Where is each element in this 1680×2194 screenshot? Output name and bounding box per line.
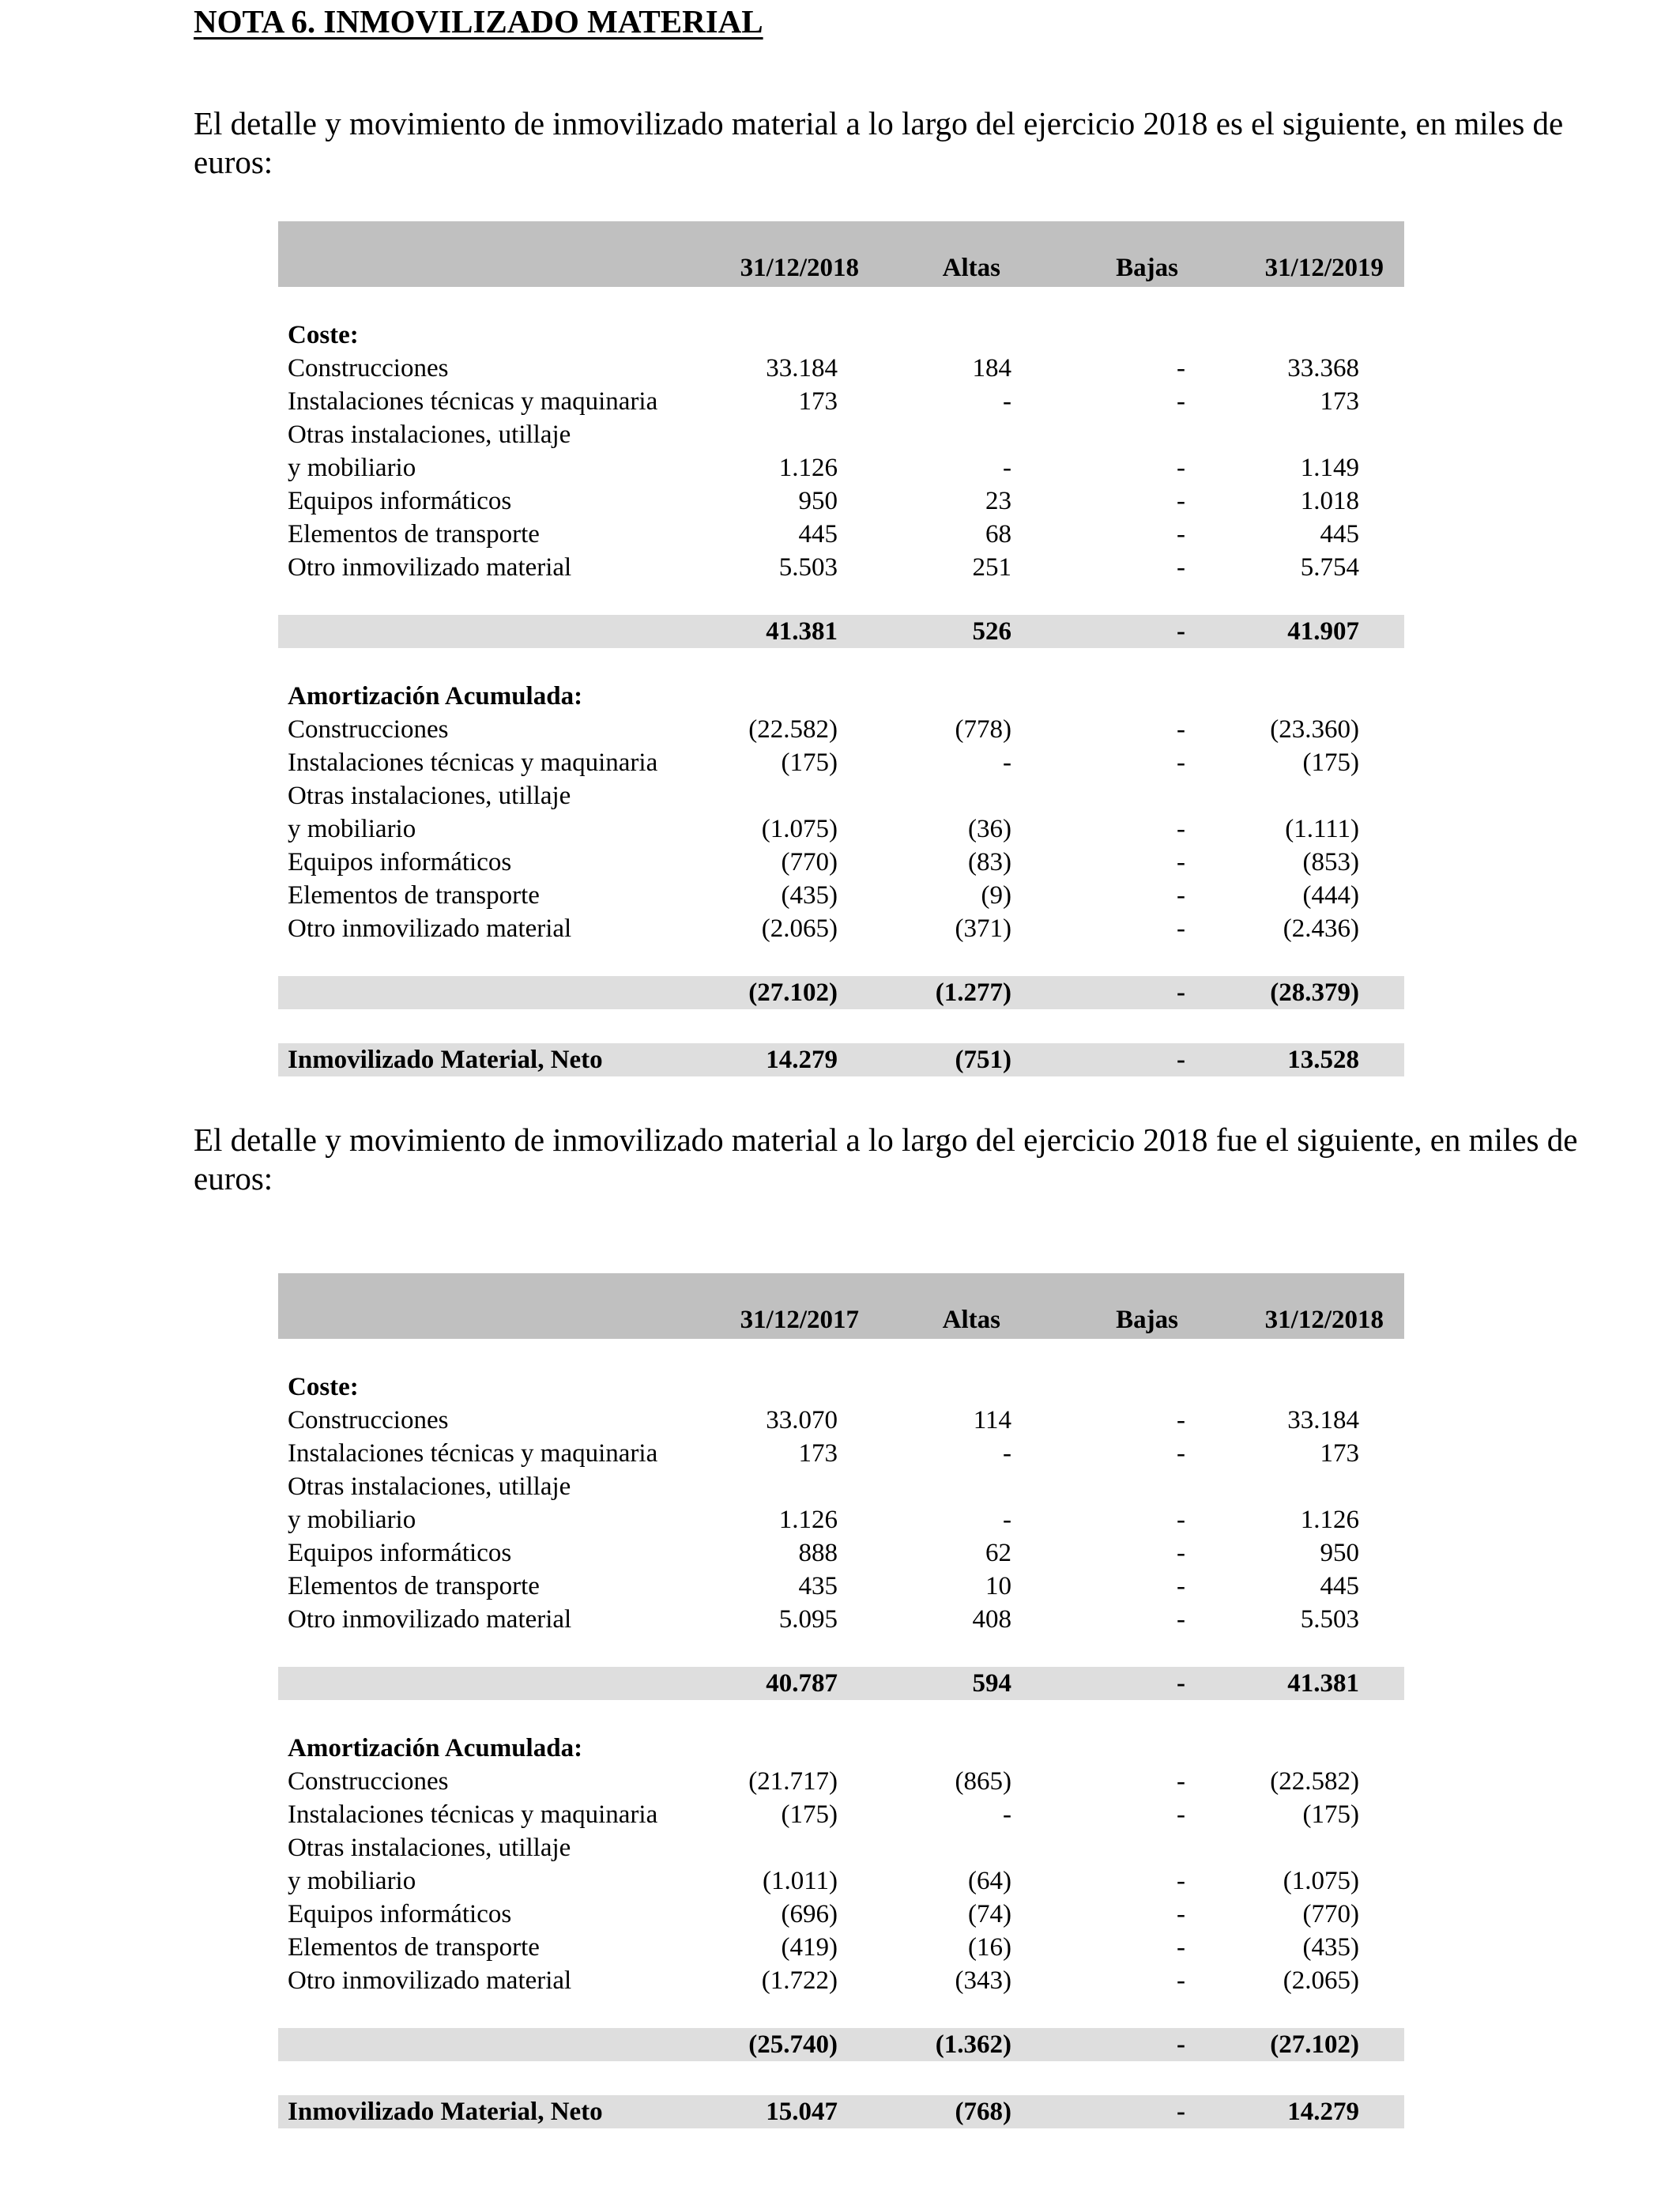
row-value: (83) <box>968 848 1011 876</box>
row-value: (64) <box>968 1867 1011 1895</box>
row-value: 33.184 <box>766 354 838 383</box>
total-value: (1.362) <box>935 2030 1011 2059</box>
row-value: 408 <box>972 1605 1011 1634</box>
row-label: Equipos informáticos <box>288 848 512 876</box>
total-value: (27.102) <box>748 978 838 1007</box>
table-header <box>278 1273 1404 1339</box>
row-value: (865) <box>955 1767 1011 1796</box>
row-value: 888 <box>798 1539 838 1567</box>
row-label: Elementos de transporte <box>288 1933 540 1962</box>
net-total-label: Inmovilizado Material, Neto <box>288 2098 603 2126</box>
row-value: 445 <box>1320 1572 1359 1600</box>
row-value: - <box>1177 848 1185 876</box>
row-value: 173 <box>798 387 838 416</box>
row-label: Construcciones <box>288 1406 449 1434</box>
row-value: - <box>1177 487 1185 515</box>
total-value: (27.102) <box>1270 2030 1359 2059</box>
net-total-row <box>278 2095 1404 2128</box>
row-label: Equipos informáticos <box>288 487 512 515</box>
row-label: Otras instalaciones, utillaje <box>288 782 571 810</box>
row-value: 173 <box>798 1439 838 1468</box>
row-label: Instalaciones técnicas y maquinaria <box>288 1800 658 1829</box>
row-value: 68 <box>985 520 1011 548</box>
intro-paragraph-2019: El detalle y movimiento de inmovilizado material a lo largo del ejercicio 2018 es el siguiente, en miles de euros: <box>194 105 1564 180</box>
header-col-bajas: Bajas <box>1116 254 1178 282</box>
cost-row <box>278 1570 1404 1603</box>
cost-row <box>278 1404 1404 1437</box>
row-value: 184 <box>972 354 1011 383</box>
row-value: - <box>1177 1539 1185 1567</box>
amortization-row <box>278 1765 1404 1798</box>
total-value: - <box>1177 617 1185 646</box>
cost-row <box>278 1503 1404 1536</box>
total-value: (768) <box>955 2098 1011 2126</box>
amortization-row <box>278 713 1404 746</box>
row-value: - <box>1177 815 1185 843</box>
row-value: 1.126 <box>778 1506 838 1534</box>
row-value: 173 <box>1320 387 1359 416</box>
row-value: (1.075) <box>761 815 838 843</box>
cost-subtotal-row <box>278 615 1404 648</box>
row-value: - <box>1177 1767 1185 1796</box>
row-value: - <box>1003 1506 1011 1534</box>
section-label-coste <box>278 319 1404 352</box>
row-value: 950 <box>1320 1539 1359 1567</box>
row-value: (770) <box>781 848 838 876</box>
row-label: Instalaciones técnicas y maquinaria <box>288 748 658 777</box>
amortization-row <box>278 879 1404 912</box>
amortization-row <box>278 846 1404 879</box>
row-label: y mobiliario <box>288 815 416 843</box>
row-value: 33.368 <box>1287 354 1359 383</box>
amortization-row <box>278 1898 1404 1931</box>
row-value: 1.126 <box>1300 1506 1359 1534</box>
row-value: (9) <box>981 881 1011 910</box>
row-label: y mobiliario <box>288 1506 416 1534</box>
net-total-row <box>278 1043 1404 1076</box>
row-value: 435 <box>798 1572 838 1600</box>
amortization-row <box>278 1964 1404 1997</box>
cost-row <box>278 352 1404 385</box>
cost-row <box>278 1437 1404 1470</box>
amortization-subtotal-row <box>278 976 1404 1009</box>
header-col-opening: 31/12/2017 <box>740 1306 859 1334</box>
row-value: (419) <box>781 1933 838 1962</box>
row-value: 251 <box>972 553 1011 582</box>
row-value: - <box>1177 1506 1185 1534</box>
row-value: - <box>1003 748 1011 777</box>
cost-row <box>278 518 1404 551</box>
row-value: (22.582) <box>748 715 838 744</box>
row-value: - <box>1003 454 1011 482</box>
header-col-bajas: Bajas <box>1116 1306 1178 1334</box>
total-value: 526 <box>972 617 1011 646</box>
row-value: 23 <box>985 487 1011 515</box>
row-value: 62 <box>985 1539 1011 1567</box>
row-value: 173 <box>1320 1439 1359 1468</box>
total-value: - <box>1177 2030 1185 2059</box>
row-label: Otro inmovilizado material <box>288 1605 572 1634</box>
total-value: - <box>1177 2098 1185 2126</box>
row-value: - <box>1177 914 1185 943</box>
row-value: - <box>1177 354 1185 383</box>
row-value: - <box>1177 881 1185 910</box>
row-value: (175) <box>781 1800 838 1829</box>
amortization-row <box>278 812 1404 846</box>
row-label: Otro inmovilizado material <box>288 914 572 943</box>
row-label: y mobiliario <box>288 454 416 482</box>
row-value: - <box>1177 715 1185 744</box>
row-value: (175) <box>1302 748 1359 777</box>
row-value: - <box>1003 387 1011 416</box>
row-value: - <box>1177 553 1185 582</box>
section-label: Amortización Acumulada: <box>288 682 583 711</box>
row-value: 445 <box>1320 520 1359 548</box>
cost-row <box>278 484 1404 518</box>
row-value: (770) <box>1302 1900 1359 1928</box>
row-label: Otras instalaciones, utillaje <box>288 1834 571 1862</box>
net-total-label: Inmovilizado Material, Neto <box>288 1046 603 1074</box>
row-value: (696) <box>781 1900 838 1928</box>
row-value: 33.070 <box>766 1406 838 1434</box>
row-value: - <box>1177 1933 1185 1962</box>
row-value: - <box>1177 520 1185 548</box>
row-label: Construcciones <box>288 1767 449 1796</box>
section-label-coste <box>278 1370 1404 1404</box>
cost-row <box>278 1536 1404 1570</box>
header-col-closing: 31/12/2019 <box>1264 254 1384 282</box>
row-label: Otras instalaciones, utillaje <box>288 1472 571 1501</box>
row-label: Otro inmovilizado material <box>288 553 572 582</box>
row-value: (175) <box>781 748 838 777</box>
table-header <box>278 221 1404 287</box>
row-label: Instalaciones técnicas y maquinaria <box>288 1439 658 1468</box>
row-value: - <box>1177 1605 1185 1634</box>
row-value: - <box>1177 1406 1185 1434</box>
cost-row <box>278 1603 1404 1636</box>
row-value: (1.111) <box>1285 815 1359 843</box>
total-value: - <box>1177 978 1185 1007</box>
total-value: - <box>1177 1669 1185 1698</box>
row-value: (21.717) <box>748 1767 838 1796</box>
row-value: (853) <box>1302 848 1359 876</box>
row-label: Construcciones <box>288 715 449 744</box>
cost-row <box>278 551 1404 584</box>
total-value: (751) <box>955 1046 1011 1074</box>
section-label-amortizacion <box>278 680 1404 713</box>
row-value: (778) <box>955 715 1011 744</box>
total-value: 14.279 <box>1287 2098 1359 2126</box>
row-label: Otras instalaciones, utillaje <box>288 420 571 449</box>
cost-row <box>278 451 1404 484</box>
total-value: (1.277) <box>935 978 1011 1007</box>
row-value: (1.722) <box>761 1966 838 1995</box>
cost-subtotal-row <box>278 1667 1404 1700</box>
amortization-row <box>278 1931 1404 1964</box>
row-value: (16) <box>968 1933 1011 1962</box>
row-label: Equipos informáticos <box>288 1900 512 1928</box>
cost-row <box>278 418 1404 451</box>
row-value: 33.184 <box>1287 1406 1359 1434</box>
cost-row <box>278 1470 1404 1503</box>
row-value: (435) <box>781 881 838 910</box>
row-value: 5.503 <box>1300 1605 1359 1634</box>
row-value: (23.360) <box>1270 715 1359 744</box>
total-value: 594 <box>972 1669 1011 1698</box>
row-value: (175) <box>1302 1800 1359 1829</box>
row-value: - <box>1177 748 1185 777</box>
header-col-opening: 31/12/2018 <box>740 254 859 282</box>
total-value: 41.381 <box>1287 1669 1359 1698</box>
row-value: - <box>1177 454 1185 482</box>
row-value: 114 <box>973 1406 1011 1434</box>
row-value: 445 <box>798 520 838 548</box>
row-value: (444) <box>1302 881 1359 910</box>
row-value: - <box>1177 1439 1185 1468</box>
row-label: Construcciones <box>288 354 449 383</box>
row-value: - <box>1177 1900 1185 1928</box>
row-value: 5.754 <box>1300 553 1359 582</box>
amortization-row <box>278 779 1404 812</box>
row-value: (371) <box>955 914 1011 943</box>
row-value: (2.065) <box>1283 1966 1359 1995</box>
row-label: Elementos de transporte <box>288 881 540 910</box>
row-value: - <box>1177 387 1185 416</box>
row-value: (36) <box>968 815 1011 843</box>
total-value: (25.740) <box>748 2030 838 2059</box>
amortization-row <box>278 1831 1404 1864</box>
section-label: Coste: <box>288 1373 359 1401</box>
row-value: (1.011) <box>762 1867 838 1895</box>
total-value: 14.279 <box>766 1046 838 1074</box>
section-label: Amortización Acumulada: <box>288 1734 583 1762</box>
total-value: 15.047 <box>766 2098 838 2126</box>
total-value: - <box>1177 1046 1185 1074</box>
row-value: 1.149 <box>1300 454 1359 482</box>
row-value: - <box>1003 1800 1011 1829</box>
amortization-row <box>278 1798 1404 1831</box>
row-value: (2.436) <box>1283 914 1359 943</box>
total-value: 41.907 <box>1287 617 1359 646</box>
row-label: Elementos de transporte <box>288 1572 540 1600</box>
amortization-row <box>278 912 1404 945</box>
section-label: Coste: <box>288 321 359 349</box>
amortization-row <box>278 1864 1404 1898</box>
section-label-amortizacion <box>278 1732 1404 1765</box>
row-value: 950 <box>798 487 838 515</box>
header-col-altas: Altas <box>942 254 1000 282</box>
row-value: (2.065) <box>761 914 838 943</box>
total-value: 13.528 <box>1287 1046 1359 1074</box>
intro-paragraph-2018: El detalle y movimiento de inmovilizado material a lo largo del ejercicio 2018 fue el siguiente, en miles de euros: <box>194 1122 1578 1197</box>
amortization-row <box>278 746 1404 779</box>
header-col-closing: 31/12/2018 <box>1264 1306 1384 1334</box>
row-value: (74) <box>968 1900 1011 1928</box>
total-value: 40.787 <box>766 1669 838 1698</box>
row-value: (435) <box>1302 1933 1359 1962</box>
header-col-altas: Altas <box>942 1306 1000 1334</box>
row-value: 1.126 <box>778 454 838 482</box>
total-value: (28.379) <box>1270 978 1359 1007</box>
row-value: (1.075) <box>1283 1867 1359 1895</box>
row-label: Otro inmovilizado material <box>288 1966 572 1995</box>
row-label: Equipos informáticos <box>288 1539 512 1567</box>
note-title: NOTA 6. INMOVILIZADO MATERIAL <box>194 3 763 40</box>
row-value: - <box>1177 1800 1185 1829</box>
row-label: Elementos de transporte <box>288 520 540 548</box>
cost-row <box>278 385 1404 418</box>
row-value: - <box>1177 1867 1185 1895</box>
row-value: 10 <box>985 1572 1011 1600</box>
row-value: 5.503 <box>778 553 838 582</box>
row-label: y mobiliario <box>288 1867 416 1895</box>
row-value: (343) <box>955 1966 1011 1995</box>
row-value: - <box>1177 1966 1185 1995</box>
row-value: 5.095 <box>778 1605 838 1634</box>
amortization-subtotal-row <box>278 2028 1404 2061</box>
row-value: (22.582) <box>1270 1767 1359 1796</box>
row-label: Instalaciones técnicas y maquinaria <box>288 387 658 416</box>
row-value: - <box>1003 1439 1011 1468</box>
row-value: - <box>1177 1572 1185 1600</box>
row-value: 1.018 <box>1300 487 1359 515</box>
total-value: 41.381 <box>766 617 838 646</box>
